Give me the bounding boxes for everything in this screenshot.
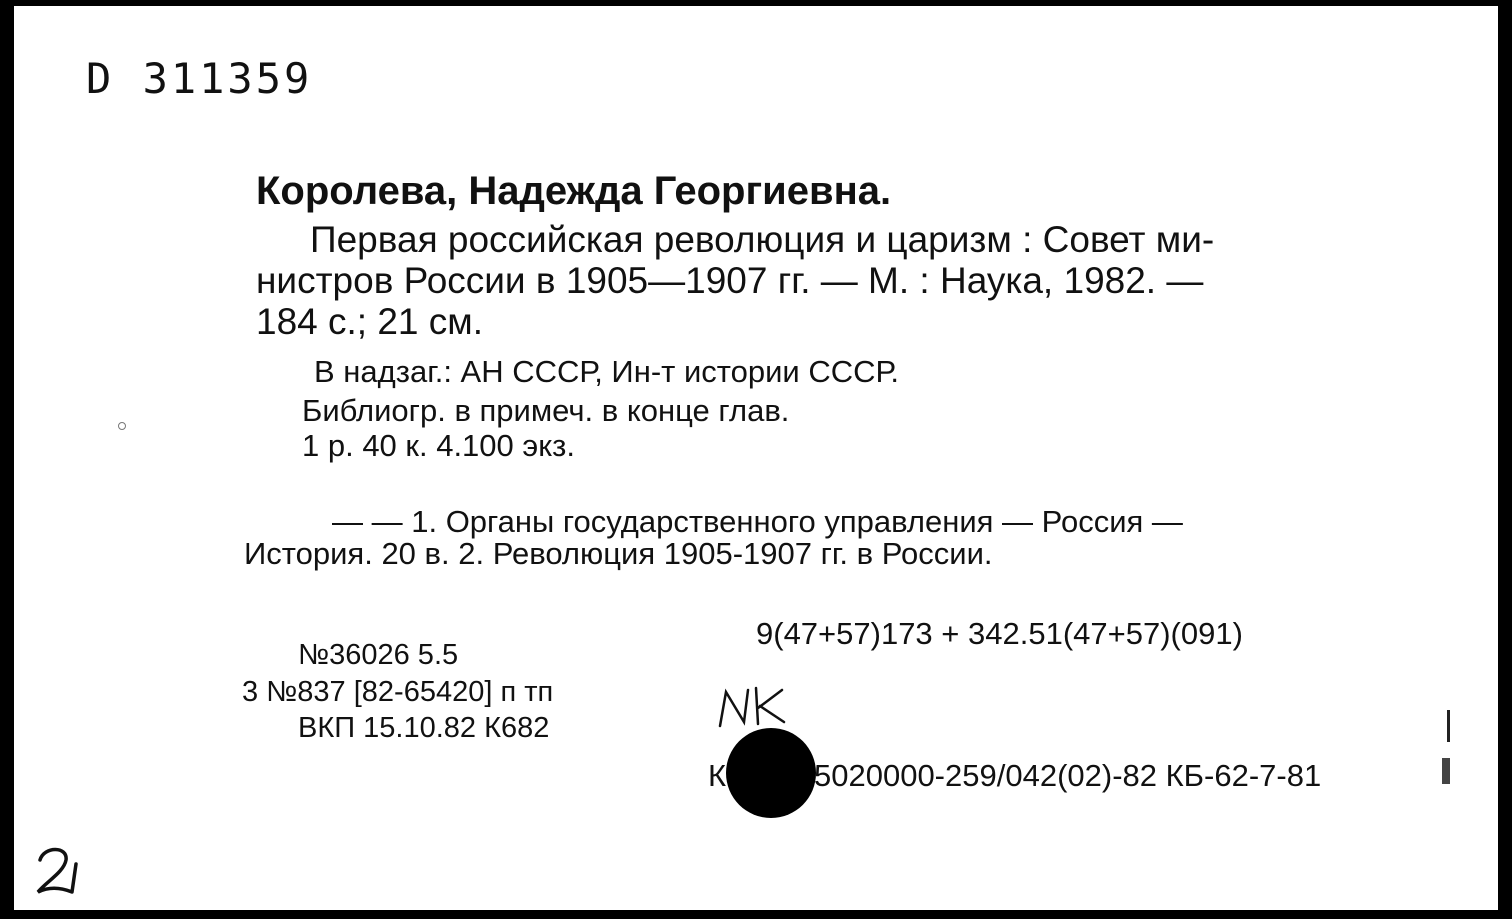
handwritten-initials-mark [714, 682, 790, 732]
order-line-3: ВКП 15.10.82 К682 [298, 712, 550, 744]
note-bibliography: Библиогр. в примеч. в конце глав. [302, 393, 790, 428]
bottom-left-code: К [708, 758, 727, 793]
title-line-2: нистров России в 1905—1907 гг. — М. : Наука, 1982. — [256, 260, 1204, 301]
call-number: D 311359 [86, 54, 313, 103]
bottom-right-code: 5020000-259/042(02)-82 КБ-62-7-81 [814, 758, 1322, 793]
ink-blot [726, 728, 816, 818]
catalog-card [14, 6, 1498, 910]
note-sponsor: В надзаг.: АН СССР, Ин-т истории СССР. [314, 354, 899, 389]
title-line-3: 184 с.; 21 см. [256, 301, 484, 342]
order-line-1: №36026 5.5 [298, 639, 459, 671]
author-name: Королева, Надежда Георгиевна. [256, 169, 892, 213]
subject-line-1: — — 1. Органы государственного управления — Россия — [332, 504, 1183, 539]
stray-dot [118, 422, 126, 430]
note-price-copies: 1 р. 40 к. 4.100 экз. [302, 428, 575, 463]
subject-line-2: История. 20 в. 2. Революция 1905-1907 гг. в России. [244, 536, 993, 571]
title-line-1: Первая российская революция и царизм : Совет ми- [310, 219, 1215, 260]
edge-tick-mark [1447, 710, 1450, 742]
classification-code: 9(47+57)173 + 342.51(47+57)(091) [756, 616, 1243, 651]
handwritten-corner-numeral [32, 842, 92, 898]
order-line-2: 3 №837 [82-65420] п тп [242, 676, 554, 708]
edge-smudge-mark [1442, 758, 1450, 784]
